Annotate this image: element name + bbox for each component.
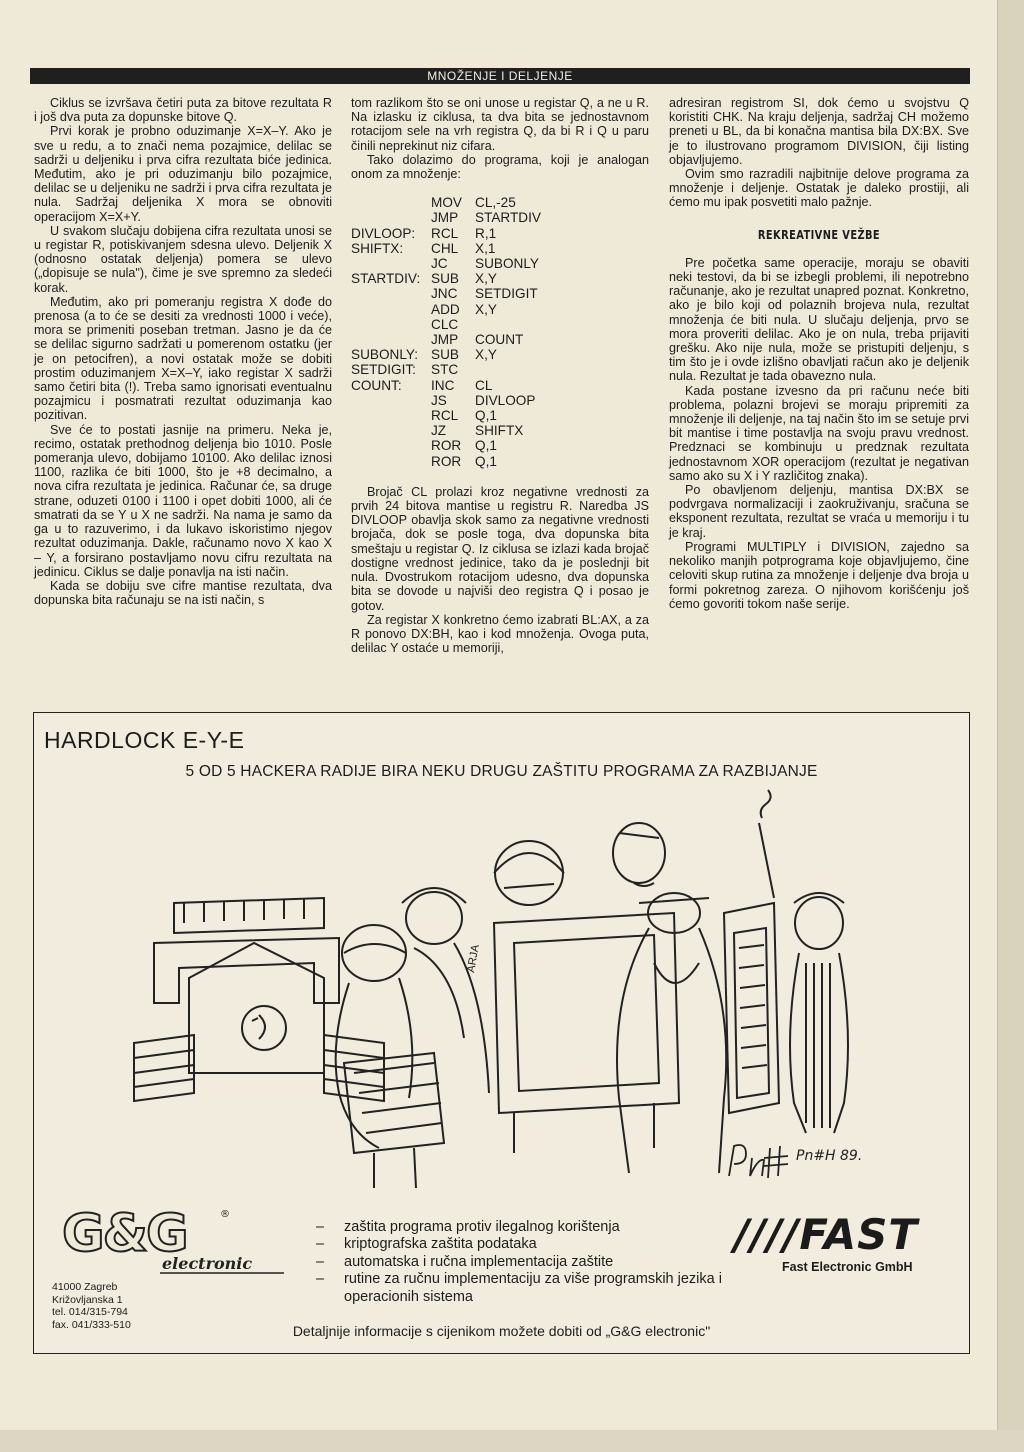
paragraph: Sve će to postati jasnije na primeru. Neka je, recimo, ostatak prethodnog deljenja bio 1010. Posle pomeranja ulevo, dobijamo 10100. Ako delilac iznosi 1100, razlika će biti 1000, što je +8 decimalno, a nova cifra rezultata je jedinica. Računar će, sa druge strane, oduzeti 0100 i 1100 i opet dobiti 1000, ali će smatrati da se Y u X ne sadrži. Na nama je samo da ga u to razuverimo, i da lukavo iskoristimo njegov rezultat oduzimanja. Dakle, računamo novo X kao X – Y, a forsirano postavljamo novu cifru rezultata na jedinicu. Ciklus se dalje ponavlja na isti način. — [34, 422, 332, 579]
code-operand: CL — [475, 377, 493, 393]
paragraph: Ciklus se izvršava četiri puta za bitove rezultata R i još dva puta za dopunske bitove Q. — [34, 96, 332, 125]
code-opcode: ROR — [431, 453, 462, 469]
paragraph: U svakom slučaju dobijena cifra rezultata unosi se u registar R, potiskivanjem sdesna ulevo. Deljenik X (odnosno ostatak deljenja) pomera se ulevo („dopisuje se nula"), čime je sve spremno za sledeći korak. — [34, 223, 332, 295]
code-label: SETDIGIT: — [351, 362, 416, 378]
code-opcode: SUB — [431, 271, 459, 287]
code-label — [351, 408, 431, 423]
list-item: – zaštita programa protiv ilegalnog korištenja — [316, 1219, 620, 1235]
code-operand: X,Y — [475, 271, 497, 287]
fast-logo — [734, 1210, 949, 1259]
code-label: SHIFTX: — [351, 240, 404, 256]
code-opcode: RCL — [431, 408, 459, 424]
gg-logo-subtext: electronic — [162, 1254, 253, 1273]
code-line — [351, 271, 649, 286]
list-item: – kriptografska zaštita podataka — [316, 1236, 537, 1253]
code-label: COUNT: — [351, 377, 402, 393]
list-item: – rutine za ručnu implementaciju za više programskih jezika i operacionih sistema — [316, 1271, 722, 1305]
code-line — [351, 408, 649, 423]
code-opcode: RCL — [431, 225, 459, 241]
article-column-2 — [351, 96, 649, 655]
code-operand: X,Y — [475, 347, 497, 363]
ad-title: HARDLOCK E-Y-E — [44, 727, 245, 753]
code-line — [351, 286, 649, 301]
code-opcode: SUB — [431, 347, 459, 363]
article-column-3 — [669, 96, 969, 611]
code-label — [351, 256, 431, 271]
code-operand: X,1 — [475, 240, 496, 256]
code-label — [351, 195, 431, 210]
code-line — [351, 302, 649, 317]
paragraph: adresiran registrom SI, dok ćemo u svojstvu Q koristiti CHK. Na kraju deljenja, sadržaj CH možemo preneti u BL, da bi konačna mantisa bila DX:BX. Sve je to ilustrovano programom DIVISION, čiji listing objavljujemo. — [669, 96, 969, 167]
page-edge-right — [997, 0, 1024, 1452]
code-opcode: JC — [431, 256, 448, 272]
advertisement-box — [33, 712, 970, 1354]
code-label — [351, 423, 431, 438]
code-line — [351, 317, 649, 332]
code-operand: STARTDIV — [475, 210, 541, 226]
code-label — [351, 286, 431, 301]
paragraph: Međutim, ako pri pomeranju registra X dođe do prenosa (a to će se desiti za vrednosti 1000 i veće), mora se primeniti poseban tretman. Jasno je da će se delilac sigurno sadržati u pomerenom ostatku (jer je on petocifren), a novi ostatak može se dobiti prostim oduzimanjem X=X–Y, iako registar X sadrži samo četiri bita (!). Treba samo ignorisati eventualnu pozajmicu i posmatrati rezultat oduzimanja kao pozitivan. — [34, 294, 332, 423]
code-operand: X,Y — [475, 301, 497, 317]
code-label: DIVLOOP: — [351, 225, 416, 241]
code-line — [351, 195, 649, 210]
code-line — [351, 210, 649, 225]
code-line — [351, 438, 649, 453]
paragraph: Tako dolazimo do programa, koji je analogan onom za množenje: — [351, 152, 649, 182]
cartoonist-signature — [724, 1138, 863, 1187]
code-label — [351, 317, 431, 332]
paragraph: Pre početka same operacije, moraju se obaviti neki testovi, da bi se izbegli problemi, ili nepotrebno računanje, ako je rezultat unapred poznat. Konkretno, ako je bilo koji od polaznih brojeva nula, rezultat množenja će biti nula. U slučaju deljenja, prvo se mora proveriti delilac. Ako je on nula, treba prijaviti grešku. Ako nije nula, može se pristupiti deljenju, s tim što je i ovde izlišno obavljati račun ako je deljenik nula. Rezultat je tada obavezno nula. — [669, 255, 969, 384]
paragraph: Po obavljenom deljenju, mantisa DX:BX se podvrgava normalizaciji i zaokruživanju, sračuna se eksponent rezultata, rezultat se vraća u memoriju i tu je kraj. — [669, 483, 969, 540]
code-operand: Q,1 — [475, 438, 497, 454]
code-opcode: JZ — [431, 423, 447, 439]
code-opcode: ROR — [431, 438, 462, 454]
paragraph: Prvi korak je probno oduzimanje X=X–Y. Ako je sve u redu, a to znači nema pozajmice, delilac se sadrži u deljeniku i prva cifra rezultata biće jedinica. Međutim, ako je pri oduzimanju bilo pozajmice, delilac se u deljeniku ne sadrži i prva cifra rezultata je nula. Sadržaj deljenika X mora se obnoviti operacijom X=X+Y. — [34, 124, 332, 224]
code-line — [351, 393, 649, 408]
code-line — [351, 241, 649, 256]
code-opcode: STC — [431, 362, 459, 378]
code-line — [351, 362, 649, 377]
code-label: SUBONLY: — [351, 347, 418, 363]
address-line: fax. 041/333-510 — [52, 1318, 131, 1331]
code-operand: COUNT — [475, 332, 524, 348]
code-label — [351, 332, 431, 347]
paragraph: Programi MULTIPLY i DIVISION, zajedno sa nekoliko manjih potprograma koje objavljujemo, čine celoviti skup rutina za množenje i deljenje dva broja u formi pokretnog zareza. O njihovom korišćenju još ćemo govoriti tokom naše serije. — [669, 539, 969, 611]
code-line — [351, 256, 649, 271]
code-opcode: JNC — [431, 286, 458, 302]
address-line: tel. 014/315-794 — [52, 1306, 128, 1318]
code-opcode: ADD — [431, 301, 460, 317]
code-opcode: CHL — [431, 240, 459, 256]
code-line — [351, 332, 649, 347]
paragraph: tom razlikom što se oni unose u registar Q, a ne u R. Na izlasku iz ciklusa, ta dva bita se jednostavnom rotacijom sele na vrh registra Q, da bi R i Q u paru činili neprekinut niz cifara. — [351, 96, 649, 153]
code-opcode: CLC — [431, 316, 459, 332]
code-operand: SETDIGIT — [475, 286, 538, 302]
code-opcode: JS — [431, 392, 447, 408]
fast-company-name: Fast Electronic GmbH — [782, 1260, 913, 1274]
list-item: – automatska i ručna implementacija zaštite — [316, 1253, 614, 1270]
code-opcode: JMP — [431, 332, 459, 348]
article-column-1 — [34, 96, 332, 607]
code-label: STARTDIV: — [351, 271, 421, 287]
paragraph: Ovim smo razradili najbitnije delove programa za množenje i deljenje. Ostatak je daleko prostiji, ali ćemo mu ipak posvetiti malo pažnje. — [669, 167, 969, 210]
code-operand: SHIFTX — [475, 423, 524, 439]
code-label — [351, 454, 431, 469]
code-line — [351, 378, 649, 393]
feature-list — [316, 1219, 756, 1306]
code-label — [351, 302, 431, 317]
assembly-listing — [351, 195, 649, 469]
code-opcode: MOV — [431, 195, 462, 211]
ad-footer: Detaljnije informacije s cijenikom možete dobiti od „G&G electronic" — [292, 1323, 711, 1339]
gg-logo-text: G&G — [62, 1204, 187, 1264]
paragraph: Kada se dobiju sve cifre mantise rezultata, dva dopunska bita računaju se na isti način, s — [34, 578, 332, 608]
code-label — [351, 393, 431, 408]
code-opcode: JMP — [431, 210, 459, 226]
cartoon-illustration — [134, 803, 954, 1193]
svg-text:ARJA: ARJA — [465, 943, 482, 974]
paragraph: Brojač CL prolazi kroz negativne vrednosti za prvih 24 bitova mantise u registru R. Naredba JS DIVLOOP obavlja skok samo za negativne vrednosti brojača, dok se posle toga, dva dopunska bita smeštaju u registar Q. Iz ciklusa se izlazi kada brojač dostigne vrednost jedinice, tako da je poslednji bit nula. Dvostrukom rotacijom udesno, dva dopunska bita se dovode u najviši deo registra Q i posao je gotov. — [351, 484, 649, 613]
address-line: 41000 Zagreb — [52, 1281, 118, 1293]
fast-logo-text: ////FAST — [734, 1210, 919, 1259]
code-operand: R,1 — [475, 225, 497, 241]
code-line — [351, 347, 649, 362]
section-header: MNOŽENJE I DELJENJE — [30, 68, 970, 84]
address-line: Križovljanska 1 — [52, 1293, 123, 1306]
code-operand: SUBONLY — [475, 256, 539, 272]
code-operand: Q,1 — [475, 453, 497, 469]
signature-icon — [724, 1138, 863, 1182]
registered-icon: ® — [220, 1209, 230, 1220]
signature-text: Pn#H 89. — [796, 1148, 863, 1164]
paragraph: Kada postane izvesno da pri računu neće biti problema, polazni brojevi se moraju pripremiti za množenje ili deljenje, na taj način što im se setuje prvi bit mantise i time postavlja na svoju pravu vrednost. Predznaci se kombinuju u predznak rezultata jednostavnom XOR operacijom (rezultat je negativan samo ako su X i Y različitog znaka). — [669, 383, 969, 483]
code-operand: DIVLOOP — [475, 392, 536, 408]
paragraph: Za registar X konkretno ćemo izabrati BL:AX, a za R ponovo DX:BH, kao i kod množenja. Ovoga puta, delilac Y ostaće u memoriji, — [351, 612, 649, 656]
code-line — [351, 454, 649, 469]
code-operand: CL,-25 — [475, 195, 516, 211]
code-label — [351, 210, 431, 225]
ad-subtitle: 5 OD 5 HACKERA RADIJE BIRA NEKU DRUGU ZAŠTITU PROGRAMA ZA RAZBIJANJE — [185, 763, 818, 780]
subheading: REKREATIVNE VEŽBE — [757, 227, 881, 242]
code-label — [351, 438, 431, 453]
page-edge-bottom — [0, 1430, 1024, 1452]
code-line — [351, 226, 649, 241]
code-opcode: INC — [431, 377, 455, 393]
code-operand: Q,1 — [475, 408, 497, 424]
code-line — [351, 423, 649, 438]
gg-electronic-logo — [54, 1201, 294, 1281]
